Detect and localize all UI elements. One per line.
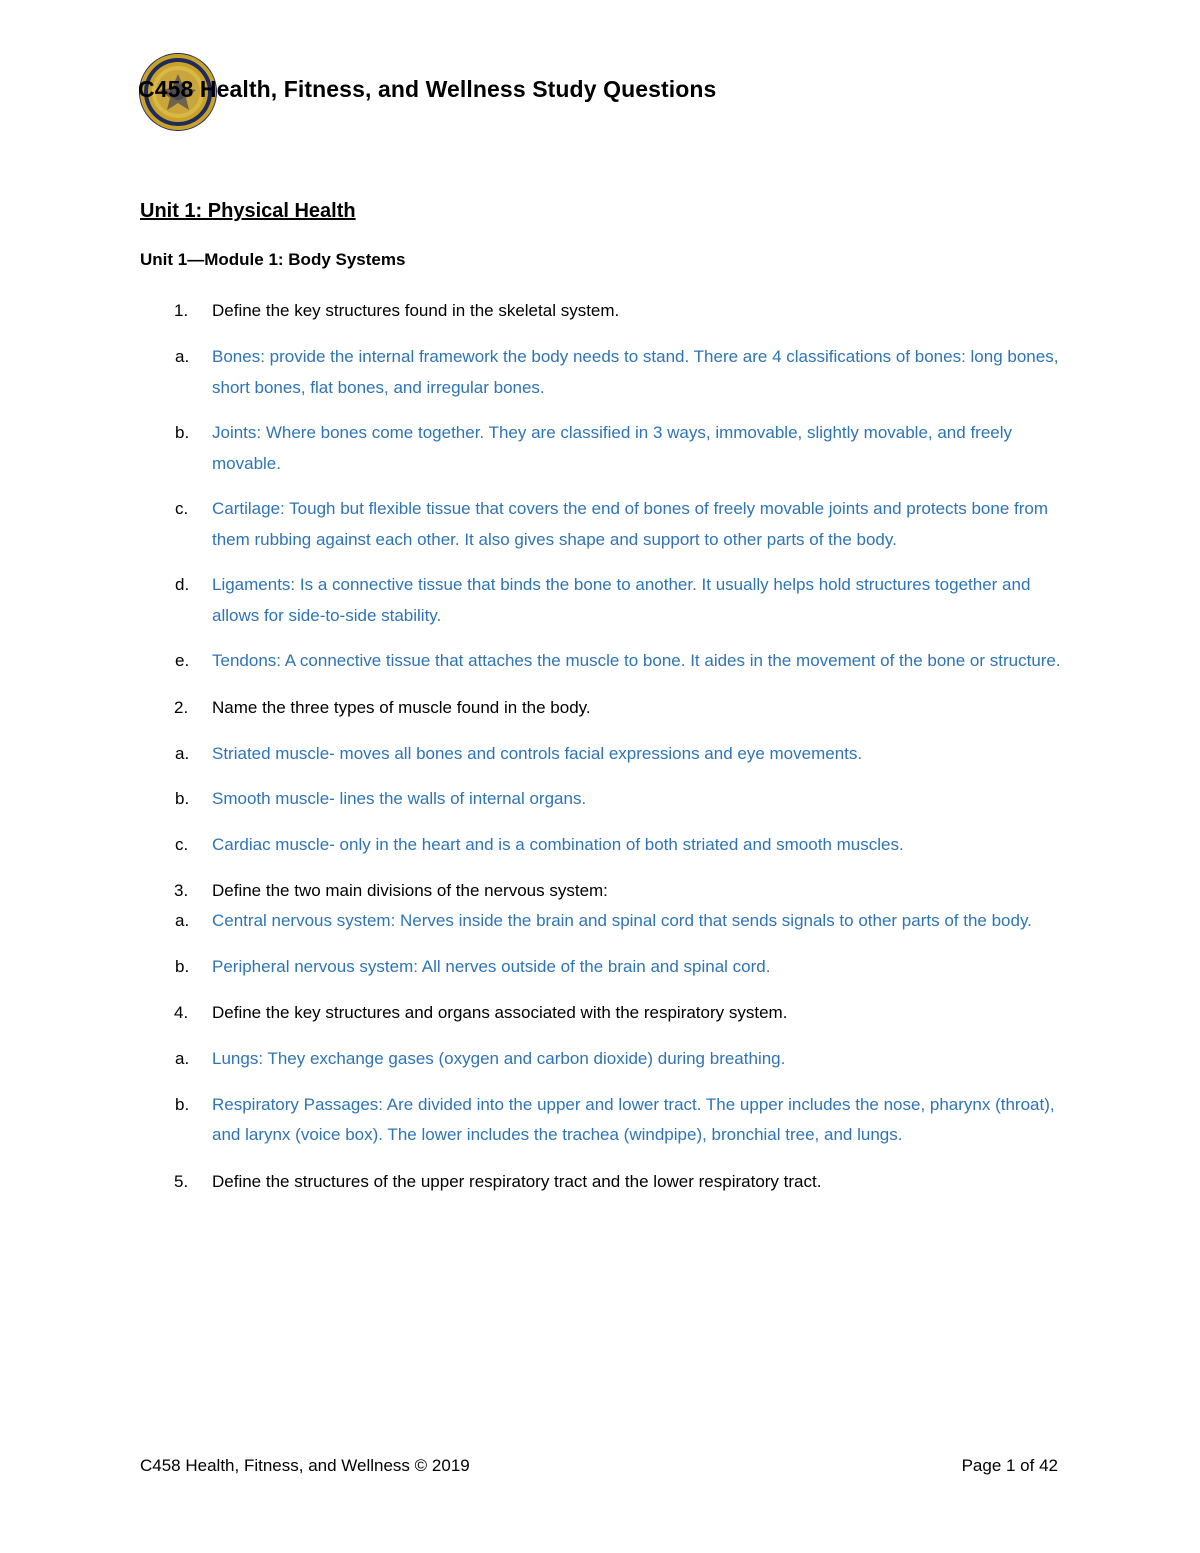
answer-letter: b. <box>175 789 190 808</box>
answer-text: Smooth muscle- lines the walls of internal organs. <box>212 789 587 808</box>
answer-letter: b. <box>175 423 190 442</box>
question-number: 4. <box>174 1003 189 1022</box>
answer-item <box>141 494 1080 555</box>
page-number: Page 1 of 42 <box>961 1456 1058 1475</box>
answer-item <box>141 570 1080 631</box>
document-header <box>138 52 1038 132</box>
answer-item <box>141 906 1080 937</box>
answer-text: Ligaments: Is a connective tissue that binds the bone to another. It usually helps hold structures together and allows for side-to-side stability. <box>212 575 1031 625</box>
question-number: 3. <box>174 881 189 900</box>
question-text: Define the two main divisions of the nervous system: <box>212 881 608 900</box>
answer-item <box>141 1090 1080 1151</box>
answer-text: Cardiac muscle- only in the heart and is a combination of both striated and smooth muscles. <box>212 834 904 854</box>
question-text: Define the structures of the upper respiratory tract and the lower respiratory tract. <box>212 1171 822 1191</box>
answer-text: Lungs: They exchange gases (oxygen and carbon dioxide) during breathing. <box>212 1049 786 1068</box>
answer-item <box>141 1044 1080 1075</box>
module-heading: Unit 1—Module 1: Body Systems <box>140 250 406 269</box>
answer-list <box>175 342 1080 677</box>
answer-list <box>175 739 1080 861</box>
answer-item <box>141 739 1080 770</box>
answer-item <box>141 952 1080 983</box>
answer-list <box>175 906 1080 982</box>
answer-text: Tendons: A connective tissue that attaches the muscle to bone. It aides in the movement of the bone or structure. <box>212 651 1061 670</box>
answer-letter: d. <box>175 575 190 594</box>
question-item <box>140 296 1080 677</box>
answer-text: Central nervous system: Nerves inside the brain and spinal cord that sends signals to other parts of the body. <box>212 911 1032 930</box>
answer-text: Joints: Where bones come together. They are classified in 3 ways, immovable, slightly movable, and freely movable. <box>212 423 1013 473</box>
footer-copyright: C458 Health, Fitness, and Wellness © 2019 <box>140 1456 470 1475</box>
answer-text: Peripheral nervous system: All nerves outside of the brain and spinal cord. <box>212 956 771 976</box>
answer-item <box>141 784 1080 815</box>
answer-text: Bones: provide the internal framework the body needs to stand. There are 4 classifications of bones: long bones, short bones, flat bones, and irregular bones. <box>212 347 1059 397</box>
answer-letter: c. <box>175 499 189 518</box>
answer-item <box>141 646 1080 677</box>
question-number: 1. <box>174 301 189 320</box>
question-text: Define the key structures found in the skeletal system. <box>212 301 620 320</box>
question-text: Define the key structures and organs associated with the respiratory system. <box>212 1003 788 1022</box>
question-list <box>140 296 1080 1213</box>
answer-letter: a. <box>175 911 190 930</box>
page-footer <box>140 1456 1058 1486</box>
answer-list <box>175 1044 1080 1151</box>
question-text: Name the three types of muscle found in the body. <box>212 697 591 717</box>
question-number: 2. <box>174 697 189 717</box>
question-item <box>140 998 1080 1151</box>
answer-letter: a. <box>175 1049 190 1068</box>
question-number: 5. <box>174 1171 189 1191</box>
document-title: C458 Health, Fitness, and Wellness Study Questions <box>138 76 717 102</box>
answer-letter: b. <box>175 1094 190 1114</box>
unit-heading: Unit 1: Physical Health <box>140 200 356 222</box>
answer-text: Respiratory Passages: Are divided into the upper and lower tract. The upper includes the nose, pharynx (throat), and larynx (voice box). The lower includes the trachea (windpipe), bronchial tree, and lungs. <box>212 1094 1055 1144</box>
question-item <box>140 876 1080 982</box>
answer-letter: c. <box>175 834 189 854</box>
answer-letter: b. <box>175 956 190 976</box>
answer-item <box>141 418 1080 479</box>
question-item <box>140 1167 1080 1197</box>
answer-text: Cartilage: Tough but flexible tissue that covers the end of bones of freely movable joints and protects bone from them rubbing against each other. It also gives shape and support to other parts of the body. <box>212 499 1049 549</box>
answer-text: Striated muscle- moves all bones and controls facial expressions and eye movements. <box>212 743 863 763</box>
answer-letter: a. <box>175 347 190 366</box>
question-item <box>140 693 1080 861</box>
answer-item <box>141 830 1080 861</box>
answer-letter: e. <box>175 651 190 670</box>
answer-item <box>141 342 1080 403</box>
answer-letter: a. <box>175 743 190 763</box>
